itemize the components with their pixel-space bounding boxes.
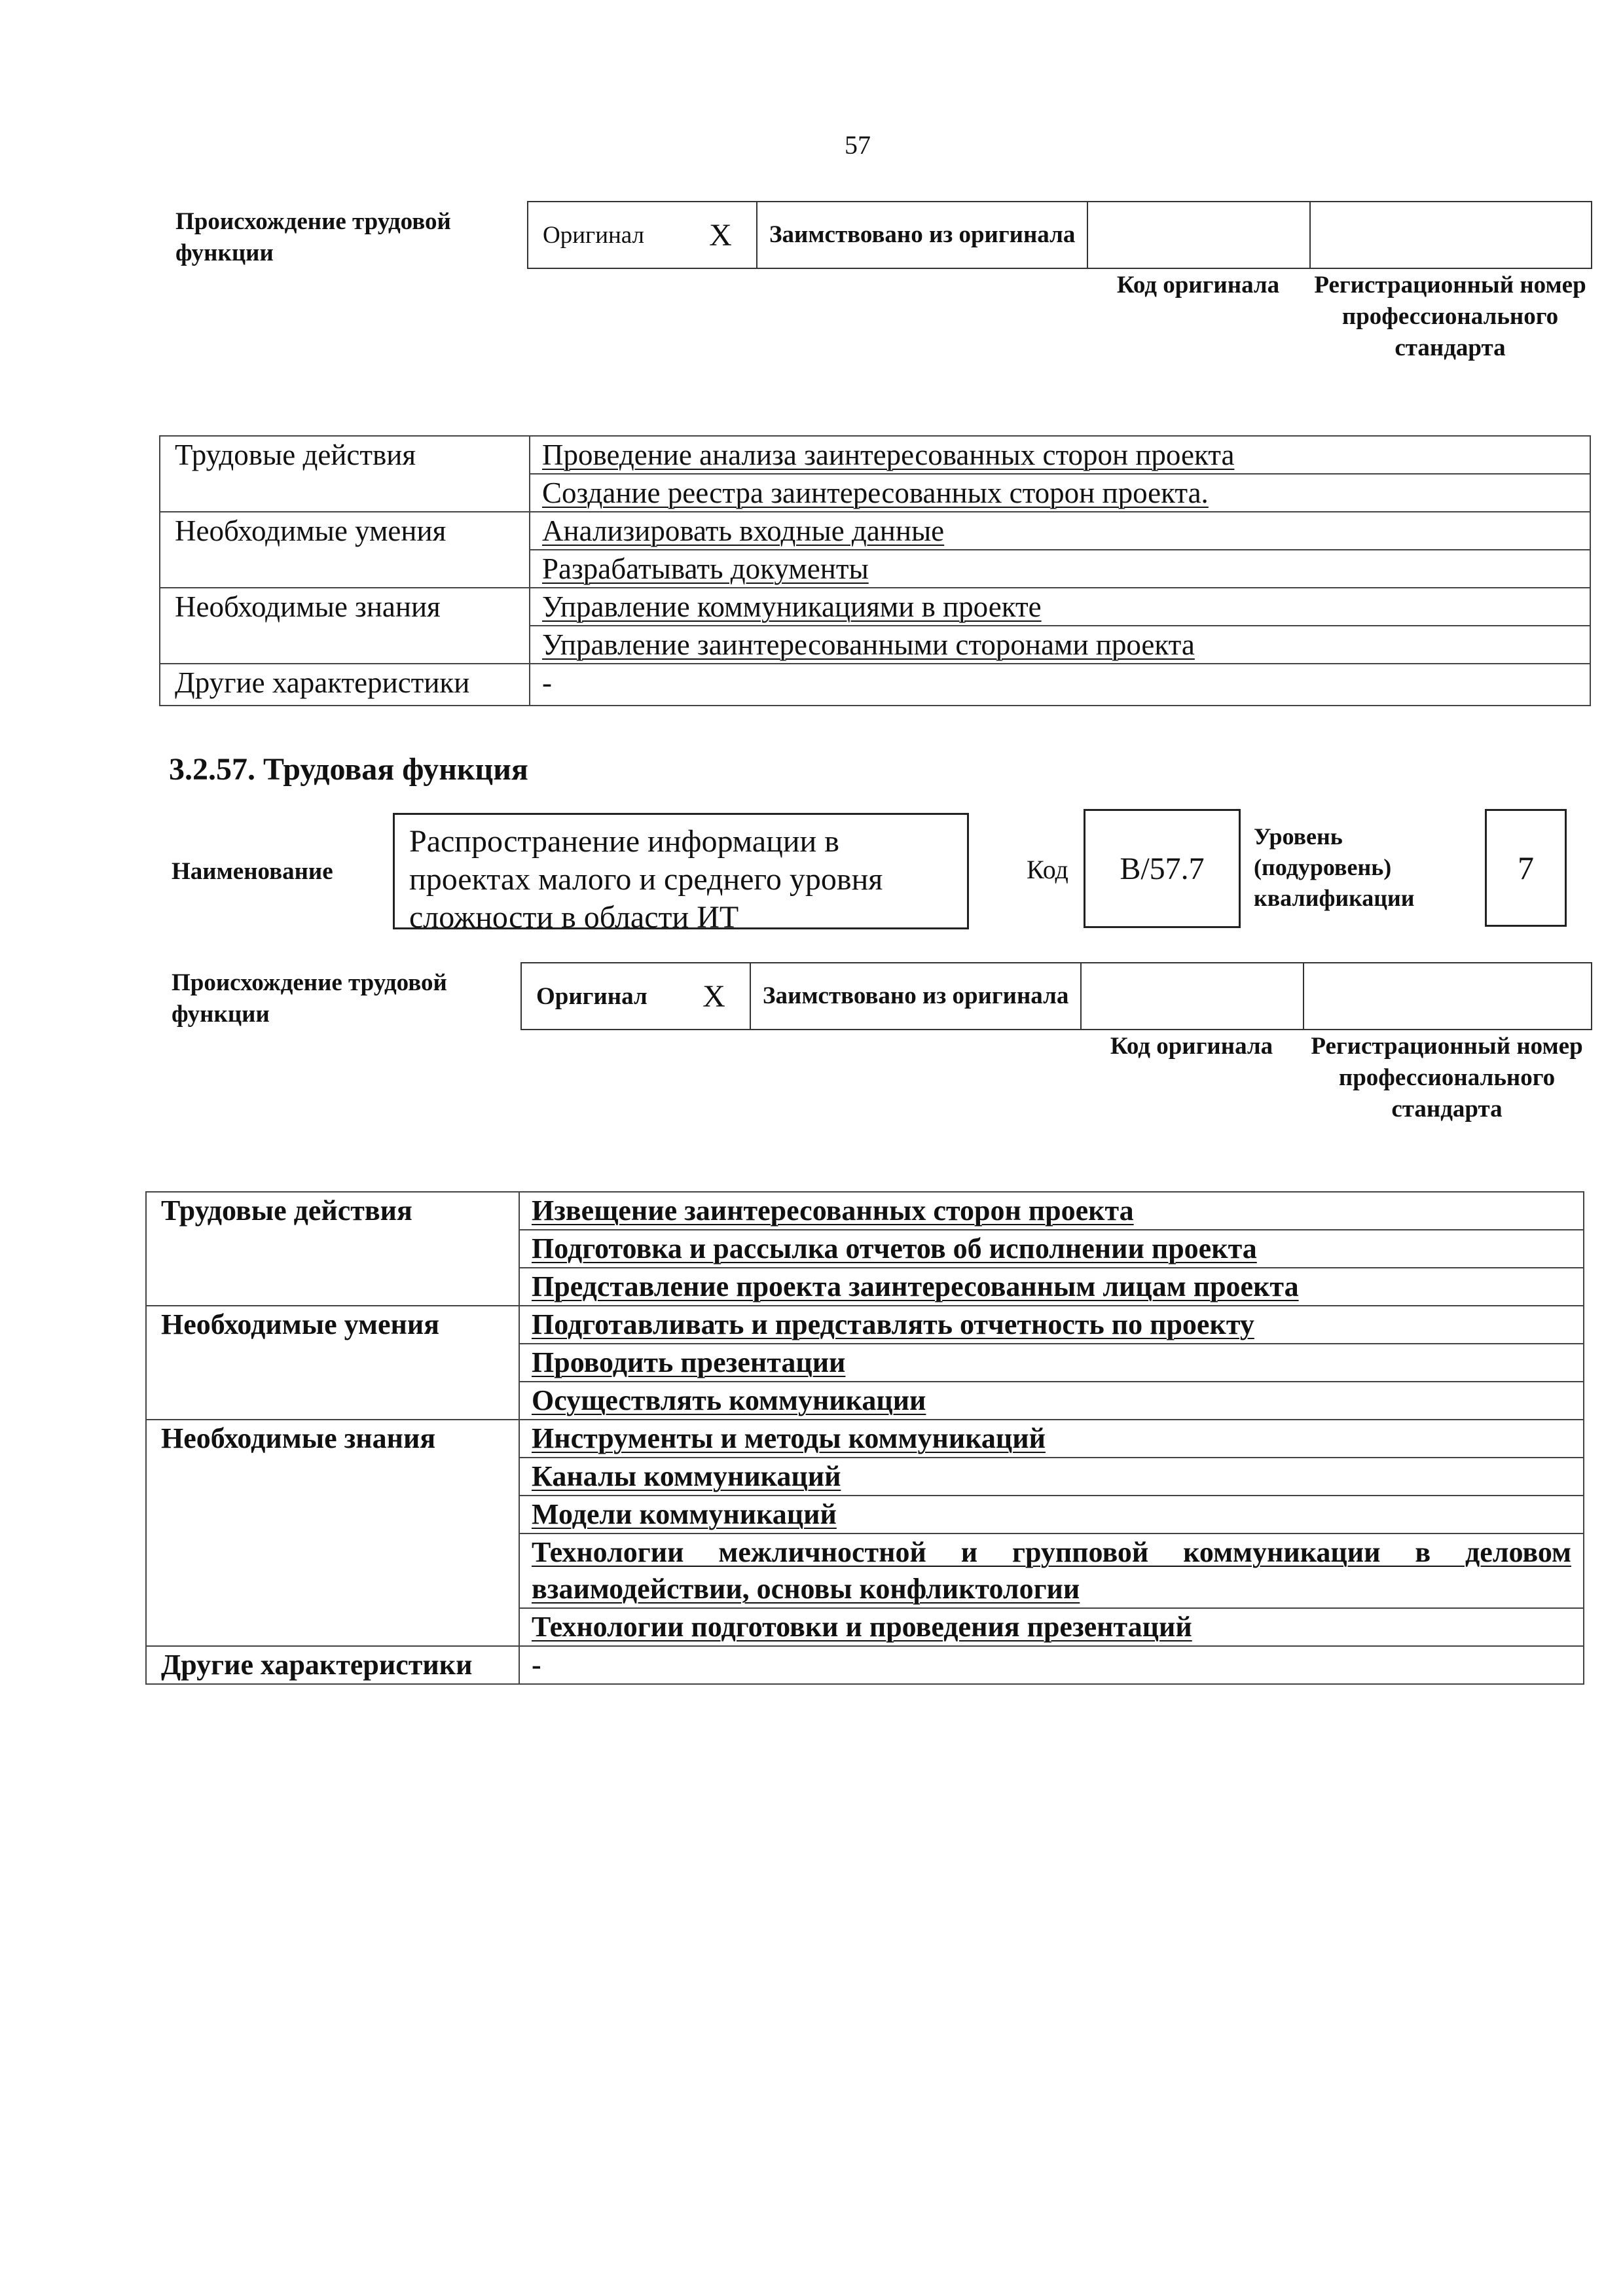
origin-mark: X [678,963,750,1030]
origin-code-cell [1087,202,1310,268]
labor-action: Подготовка и рассылка отчетов об исполнении проекта [519,1230,1584,1268]
labor-action: Представление проекта заинтересованным лицам проекта [519,1268,1584,1306]
origin-reg-cell [1304,963,1592,1030]
knowledge: Технологии подготовки и проведения презентаций [519,1608,1584,1646]
knowledge: Модели коммуникаций [519,1496,1584,1534]
origin-mark: X [685,202,757,268]
labor-action: Извещение заинтересованных сторон проекта [519,1192,1584,1230]
reg-number-caption: Регистрационный номер профессионального стандарта [1314,272,1586,361]
origin-reg-cell [1310,202,1592,268]
other-label: Другие характеристики [146,1646,519,1684]
origin-table [527,201,1592,269]
origin-original: Оригинал [528,202,685,268]
labor-actions-label: Трудовые действия [160,436,530,512]
skills-label: Необходимые умения [160,512,530,588]
code-box: B/57.7 [1084,809,1241,928]
code-label: Код [1027,855,1068,884]
knowledge: Технологии межличностной и групповой коммуникации в деловом взаимодействии, основы конфликтологии [519,1534,1584,1608]
knowledge: Инструменты и методы коммуникаций [519,1420,1584,1458]
labor-action: Создание реестра заинтересованных сторон проекта. [530,474,1590,512]
origin-borrowed: Заимствовано из оригинала [757,202,1087,268]
skill: Подготавливать и представлять отчетность по проекту [519,1306,1584,1344]
skill: Проводить презентации [519,1344,1584,1382]
section-heading: 3.2.57. Трудовая функция [169,752,528,787]
other-value: - [530,664,1590,706]
origin-label: Происхождение трудовой функции [175,208,451,266]
name-label: Наименование [172,858,333,885]
origin-original: Оригинал [521,963,678,1030]
page-number: 57 [845,130,871,160]
other-value: - [519,1646,1584,1684]
origin-label: Происхождение трудовой функции [172,969,447,1028]
origin-table [520,962,1592,1030]
reg-number-caption: Регистрационный номер профессионального стандарта [1311,1033,1583,1122]
origin-borrowed: Заимствовано из оригинала [750,963,1081,1030]
skill: Разрабатывать документы [530,550,1590,588]
skill: Анализировать входные данные [530,512,1590,550]
knowledge-label: Необходимые знания [160,588,530,664]
other-label: Другие характеристики [160,664,530,706]
origin-code-cell [1081,963,1304,1030]
function-name-box: Распространение информации в проектах малого и среднего уровня сложности в области ИТ [393,813,969,929]
labor-function-table [159,435,1591,706]
labor-action: Проведение анализа заинтересованных сторон проекта [530,436,1590,474]
knowledge: Управление заинтересованными сторонами проекта [530,626,1590,664]
code-original-caption: Код оригинала [1116,272,1280,298]
level-label: Уровень (подуровень) квалификации [1254,823,1415,911]
labor-function-table [145,1191,1584,1685]
skills-label: Необходимые умения [146,1306,519,1420]
knowledge-label: Необходимые знания [146,1420,519,1646]
code-original-caption: Код оригинала [1110,1033,1273,1060]
knowledge: Управление коммуникациями в проекте [530,588,1590,626]
level-box: 7 [1485,809,1567,927]
labor-actions-label: Трудовые действия [146,1192,519,1306]
knowledge: Каналы коммуникаций [519,1458,1584,1496]
skill: Осуществлять коммуникации [519,1382,1584,1420]
